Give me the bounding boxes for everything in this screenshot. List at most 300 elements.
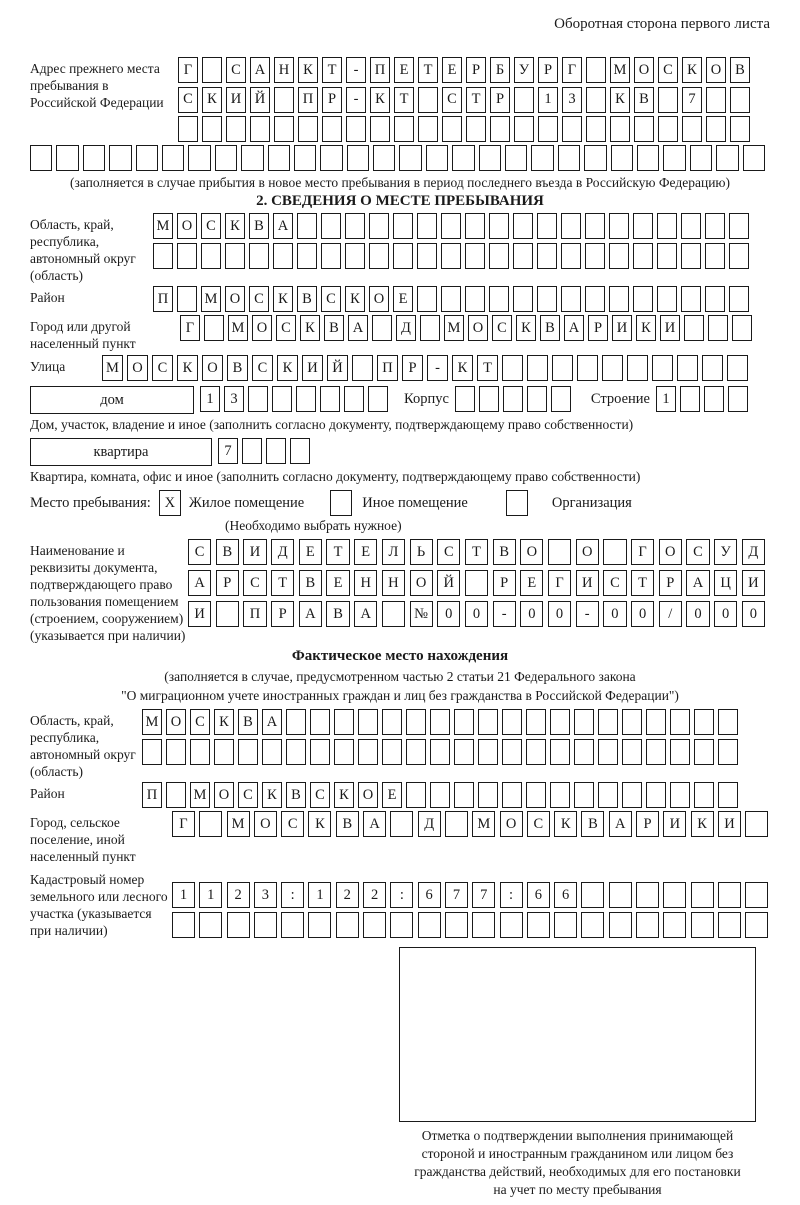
char-box[interactable] [441, 243, 461, 269]
char-box[interactable]: В [324, 315, 344, 341]
char-box[interactable] [83, 145, 105, 171]
char-box[interactable]: П [370, 57, 390, 83]
char-box[interactable]: С [437, 539, 460, 565]
char-box[interactable]: 2 [227, 882, 250, 908]
char-box[interactable] [454, 739, 474, 765]
char-box[interactable] [358, 739, 378, 765]
char-box[interactable] [513, 286, 533, 312]
char-box[interactable]: 2 [336, 882, 359, 908]
char-box[interactable] [368, 386, 388, 412]
char-box[interactable]: С [310, 782, 330, 808]
char-box[interactable]: 3 [224, 386, 244, 412]
char-box[interactable] [716, 145, 738, 171]
char-box[interactable] [702, 355, 723, 381]
char-box[interactable]: Г [180, 315, 200, 341]
char-box[interactable] [478, 709, 498, 735]
char-box[interactable]: : [500, 882, 523, 908]
checkbox-zhiloe[interactable]: X [159, 490, 181, 516]
char-box[interactable]: О [202, 355, 223, 381]
char-box[interactable] [466, 116, 486, 142]
char-box[interactable]: В [581, 811, 604, 837]
char-box[interactable]: Т [322, 57, 342, 83]
char-box[interactable]: А [354, 601, 377, 627]
char-box[interactable] [610, 116, 630, 142]
char-box[interactable]: И [660, 315, 680, 341]
char-box[interactable] [681, 243, 701, 269]
char-box[interactable]: Г [631, 539, 654, 565]
char-box[interactable]: О [520, 539, 543, 565]
char-box[interactable] [417, 286, 437, 312]
char-box[interactable]: М [201, 286, 221, 312]
char-box[interactable] [393, 213, 413, 239]
char-box[interactable] [190, 739, 210, 765]
char-box[interactable] [430, 739, 450, 765]
char-box[interactable]: А [250, 57, 270, 83]
char-box[interactable]: Р [402, 355, 423, 381]
char-box[interactable] [500, 912, 523, 938]
char-box[interactable] [445, 912, 468, 938]
char-box[interactable]: Р [271, 601, 294, 627]
char-box[interactable] [373, 145, 395, 171]
char-box[interactable]: : [390, 882, 413, 908]
char-box[interactable]: К [300, 315, 320, 341]
char-box[interactable] [372, 315, 392, 341]
char-box[interactable]: Е [442, 57, 462, 83]
char-box[interactable] [334, 709, 354, 735]
char-box[interactable] [634, 116, 654, 142]
char-box[interactable] [670, 739, 690, 765]
char-box[interactable] [426, 145, 448, 171]
char-box[interactable]: М [190, 782, 210, 808]
char-box[interactable] [417, 243, 437, 269]
char-box[interactable] [248, 386, 268, 412]
char-box[interactable] [441, 286, 461, 312]
char-box[interactable] [202, 116, 222, 142]
char-box[interactable] [729, 243, 749, 269]
char-box[interactable]: Т [631, 570, 654, 596]
char-box[interactable] [465, 213, 485, 239]
char-box[interactable] [681, 213, 701, 239]
char-box[interactable] [320, 386, 340, 412]
char-box[interactable]: М [102, 355, 123, 381]
char-box[interactable] [609, 286, 629, 312]
char-box[interactable] [718, 782, 738, 808]
char-box[interactable]: В [493, 539, 516, 565]
char-box[interactable] [574, 782, 594, 808]
char-box[interactable]: И [718, 811, 741, 837]
char-box[interactable]: К [370, 87, 390, 113]
char-box[interactable] [241, 145, 263, 171]
char-box[interactable] [172, 912, 195, 938]
char-box[interactable]: Й [250, 87, 270, 113]
char-box[interactable] [273, 243, 293, 269]
char-box[interactable]: 1 [538, 87, 558, 113]
char-box[interactable]: О [634, 57, 654, 83]
char-box[interactable] [558, 145, 580, 171]
char-box[interactable]: - [427, 355, 448, 381]
char-box[interactable] [550, 782, 570, 808]
char-box[interactable] [705, 213, 725, 239]
char-box[interactable]: В [299, 570, 322, 596]
char-box[interactable]: Т [271, 570, 294, 596]
char-box[interactable] [622, 782, 642, 808]
char-box[interactable] [347, 145, 369, 171]
char-box[interactable]: Ь [410, 539, 433, 565]
char-box[interactable]: А [363, 811, 386, 837]
char-box[interactable] [136, 145, 158, 171]
checkbox-organizatsiya[interactable] [506, 490, 528, 516]
char-box[interactable] [581, 882, 604, 908]
char-box[interactable]: И [302, 355, 323, 381]
char-box[interactable]: П [377, 355, 398, 381]
char-box[interactable]: И [742, 570, 765, 596]
char-box[interactable]: Т [326, 539, 349, 565]
char-box[interactable]: И [188, 601, 211, 627]
char-box[interactable] [537, 213, 557, 239]
char-box[interactable] [310, 709, 330, 735]
char-box[interactable]: 0 [742, 601, 765, 627]
char-box[interactable] [550, 739, 570, 765]
char-box[interactable]: О [254, 811, 277, 837]
char-box[interactable] [238, 739, 258, 765]
kvartira-label-box[interactable] [30, 438, 212, 466]
char-box[interactable]: И [576, 570, 599, 596]
char-box[interactable] [586, 57, 606, 83]
char-box[interactable] [442, 116, 462, 142]
char-box[interactable] [268, 145, 290, 171]
char-box[interactable] [598, 739, 618, 765]
char-box[interactable] [514, 116, 534, 142]
char-box[interactable] [691, 912, 714, 938]
char-box[interactable] [513, 213, 533, 239]
char-box[interactable]: 6 [418, 882, 441, 908]
char-box[interactable]: Г [548, 570, 571, 596]
char-box[interactable] [681, 286, 701, 312]
char-box[interactable]: С [321, 286, 341, 312]
char-box[interactable]: С [281, 811, 304, 837]
char-box[interactable] [657, 243, 677, 269]
char-box[interactable] [242, 438, 262, 464]
char-box[interactable] [393, 243, 413, 269]
char-box[interactable]: Е [393, 286, 413, 312]
char-box[interactable] [718, 912, 741, 938]
char-box[interactable] [718, 882, 741, 908]
char-box[interactable] [646, 782, 666, 808]
char-box[interactable]: К [452, 355, 473, 381]
char-box[interactable]: Т [466, 87, 486, 113]
char-box[interactable]: С [190, 709, 210, 735]
char-box[interactable] [334, 739, 354, 765]
char-box[interactable]: Р [490, 87, 510, 113]
char-box[interactable] [730, 87, 750, 113]
char-box[interactable] [561, 243, 581, 269]
char-box[interactable] [691, 882, 714, 908]
char-box[interactable] [188, 145, 210, 171]
char-box[interactable]: О [177, 213, 197, 239]
char-box[interactable]: М [153, 213, 173, 239]
char-box[interactable] [56, 145, 78, 171]
char-box[interactable] [363, 912, 386, 938]
char-box[interactable] [581, 912, 604, 938]
char-box[interactable] [382, 601, 405, 627]
char-box[interactable]: О [410, 570, 433, 596]
char-box[interactable]: Г [178, 57, 198, 83]
char-box[interactable] [633, 243, 653, 269]
char-box[interactable] [227, 912, 250, 938]
char-box[interactable]: Н [354, 570, 377, 596]
char-box[interactable] [682, 116, 702, 142]
char-box[interactable]: 6 [554, 882, 577, 908]
char-box[interactable] [406, 709, 426, 735]
char-box[interactable]: Д [396, 315, 416, 341]
char-box[interactable] [320, 145, 342, 171]
char-box[interactable] [704, 386, 724, 412]
char-box[interactable]: 1 [200, 386, 220, 412]
char-box[interactable] [394, 116, 414, 142]
char-box[interactable]: 1 [172, 882, 195, 908]
char-box[interactable]: П [298, 87, 318, 113]
char-box[interactable] [505, 145, 527, 171]
char-box[interactable] [430, 709, 450, 735]
char-box[interactable] [297, 243, 317, 269]
char-box[interactable]: 0 [686, 601, 709, 627]
char-box[interactable]: О [358, 782, 378, 808]
char-box[interactable] [286, 709, 306, 735]
char-box[interactable] [441, 213, 461, 239]
char-box[interactable]: С [201, 213, 221, 239]
char-box[interactable] [680, 386, 700, 412]
char-box[interactable] [705, 286, 725, 312]
char-box[interactable]: М [472, 811, 495, 837]
char-box[interactable] [178, 116, 198, 142]
char-box[interactable] [249, 243, 269, 269]
char-box[interactable] [633, 286, 653, 312]
char-box[interactable]: А [273, 213, 293, 239]
char-box[interactable] [531, 145, 553, 171]
char-box[interactable]: П [153, 286, 173, 312]
char-box[interactable]: / [659, 601, 682, 627]
char-box[interactable]: Р [322, 87, 342, 113]
char-box[interactable]: С [658, 57, 678, 83]
char-box[interactable] [452, 145, 474, 171]
char-box[interactable] [574, 709, 594, 735]
char-box[interactable] [298, 116, 318, 142]
char-box[interactable]: К [225, 213, 245, 239]
char-box[interactable] [554, 912, 577, 938]
char-box[interactable] [215, 145, 237, 171]
char-box[interactable]: Е [382, 782, 402, 808]
char-box[interactable] [526, 739, 546, 765]
char-box[interactable] [727, 355, 748, 381]
char-box[interactable]: А [299, 601, 322, 627]
char-box[interactable] [561, 286, 581, 312]
char-box[interactable] [454, 782, 474, 808]
char-box[interactable] [562, 116, 582, 142]
char-box[interactable]: О [127, 355, 148, 381]
char-box[interactable] [627, 355, 648, 381]
char-box[interactable] [369, 213, 389, 239]
char-box[interactable]: К [610, 87, 630, 113]
char-box[interactable]: К [554, 811, 577, 837]
char-box[interactable]: Н [382, 570, 405, 596]
char-box[interactable]: К [636, 315, 656, 341]
char-box[interactable]: 0 [437, 601, 460, 627]
char-box[interactable] [455, 386, 475, 412]
char-box[interactable]: Л [382, 539, 405, 565]
stamp-box[interactable] [399, 947, 756, 1122]
char-box[interactable] [646, 709, 666, 735]
char-box[interactable]: О [706, 57, 726, 83]
char-box[interactable]: В [216, 539, 239, 565]
char-box[interactable]: Г [172, 811, 195, 837]
char-box[interactable]: Д [271, 539, 294, 565]
char-box[interactable]: 2 [363, 882, 386, 908]
char-box[interactable]: Ц [714, 570, 737, 596]
char-box[interactable] [465, 286, 485, 312]
char-box[interactable]: О [468, 315, 488, 341]
char-box[interactable] [636, 882, 659, 908]
char-box[interactable] [199, 912, 222, 938]
char-box[interactable]: К [277, 355, 298, 381]
char-box[interactable]: 0 [631, 601, 654, 627]
char-box[interactable]: А [609, 811, 632, 837]
char-box[interactable] [670, 709, 690, 735]
char-box[interactable] [743, 145, 765, 171]
char-box[interactable] [538, 116, 558, 142]
char-box[interactable] [490, 116, 510, 142]
char-box[interactable] [609, 882, 632, 908]
char-box[interactable]: О [659, 539, 682, 565]
char-box[interactable] [202, 57, 222, 83]
char-box[interactable]: С [603, 570, 626, 596]
char-box[interactable]: В [238, 709, 258, 735]
char-box[interactable] [321, 213, 341, 239]
char-box[interactable] [321, 243, 341, 269]
char-box[interactable]: О [576, 539, 599, 565]
char-box[interactable]: С [442, 87, 462, 113]
char-box[interactable] [308, 912, 331, 938]
char-box[interactable] [684, 315, 704, 341]
char-box[interactable]: В [634, 87, 654, 113]
char-box[interactable] [153, 243, 173, 269]
char-box[interactable] [561, 213, 581, 239]
char-box[interactable]: 0 [548, 601, 571, 627]
char-box[interactable]: П [243, 601, 266, 627]
char-box[interactable]: Р [493, 570, 516, 596]
char-box[interactable] [622, 709, 642, 735]
char-box[interactable] [694, 709, 714, 735]
char-box[interactable] [586, 116, 606, 142]
char-box[interactable] [250, 116, 270, 142]
char-box[interactable] [718, 709, 738, 735]
char-box[interactable] [272, 386, 292, 412]
char-box[interactable] [177, 286, 197, 312]
char-box[interactable] [708, 315, 728, 341]
char-box[interactable]: Е [326, 570, 349, 596]
char-box[interactable] [352, 355, 373, 381]
char-box[interactable] [730, 116, 750, 142]
char-box[interactable]: - [346, 87, 366, 113]
char-box[interactable]: Д [418, 811, 441, 837]
char-box[interactable]: 7 [682, 87, 702, 113]
char-box[interactable]: Р [216, 570, 239, 596]
char-box[interactable] [478, 739, 498, 765]
char-box[interactable]: 1 [308, 882, 331, 908]
char-box[interactable] [670, 782, 690, 808]
char-box[interactable] [658, 116, 678, 142]
char-box[interactable]: К [691, 811, 714, 837]
char-box[interactable] [663, 145, 685, 171]
char-box[interactable] [502, 739, 522, 765]
char-box[interactable]: А [564, 315, 584, 341]
char-box[interactable] [294, 145, 316, 171]
char-box[interactable] [609, 243, 629, 269]
char-box[interactable] [479, 145, 501, 171]
char-box[interactable]: С [276, 315, 296, 341]
char-box[interactable]: 0 [465, 601, 488, 627]
char-box[interactable]: 1 [199, 882, 222, 908]
char-box[interactable] [226, 116, 246, 142]
char-box[interactable]: Е [394, 57, 414, 83]
char-box[interactable] [399, 145, 421, 171]
char-box[interactable] [598, 709, 618, 735]
char-box[interactable] [598, 782, 618, 808]
char-box[interactable]: Д [742, 539, 765, 565]
char-box[interactable] [30, 145, 52, 171]
char-box[interactable]: В [336, 811, 359, 837]
char-box[interactable] [109, 145, 131, 171]
char-box[interactable]: Р [466, 57, 486, 83]
char-box[interactable] [609, 213, 629, 239]
checkbox-inoe[interactable] [330, 490, 352, 516]
char-box[interactable] [199, 811, 222, 837]
char-box[interactable]: М [444, 315, 464, 341]
char-box[interactable] [274, 116, 294, 142]
char-box[interactable] [694, 782, 714, 808]
char-box[interactable] [430, 782, 450, 808]
char-box[interactable]: - [493, 601, 516, 627]
char-box[interactable]: В [227, 355, 248, 381]
char-box[interactable]: Р [636, 811, 659, 837]
char-box[interactable]: С [238, 782, 258, 808]
char-box[interactable] [732, 315, 752, 341]
char-box[interactable]: К [262, 782, 282, 808]
char-box[interactable] [417, 213, 437, 239]
char-box[interactable] [162, 145, 184, 171]
char-box[interactable] [262, 739, 282, 765]
char-box[interactable] [345, 213, 365, 239]
char-box[interactable] [489, 243, 509, 269]
char-box[interactable]: С [492, 315, 512, 341]
char-box[interactable]: С [249, 286, 269, 312]
char-box[interactable] [706, 87, 726, 113]
char-box[interactable] [489, 213, 509, 239]
char-box[interactable] [729, 286, 749, 312]
char-box[interactable] [526, 782, 546, 808]
char-box[interactable]: Е [354, 539, 377, 565]
char-box[interactable]: К [682, 57, 702, 83]
char-box[interactable] [548, 539, 571, 565]
char-box[interactable] [551, 386, 571, 412]
char-box[interactable] [344, 386, 364, 412]
char-box[interactable] [382, 709, 402, 735]
char-box[interactable] [166, 739, 186, 765]
char-box[interactable]: К [516, 315, 536, 341]
char-box[interactable] [502, 355, 523, 381]
char-box[interactable] [585, 243, 605, 269]
char-box[interactable]: 1 [656, 386, 676, 412]
char-box[interactable] [310, 739, 330, 765]
